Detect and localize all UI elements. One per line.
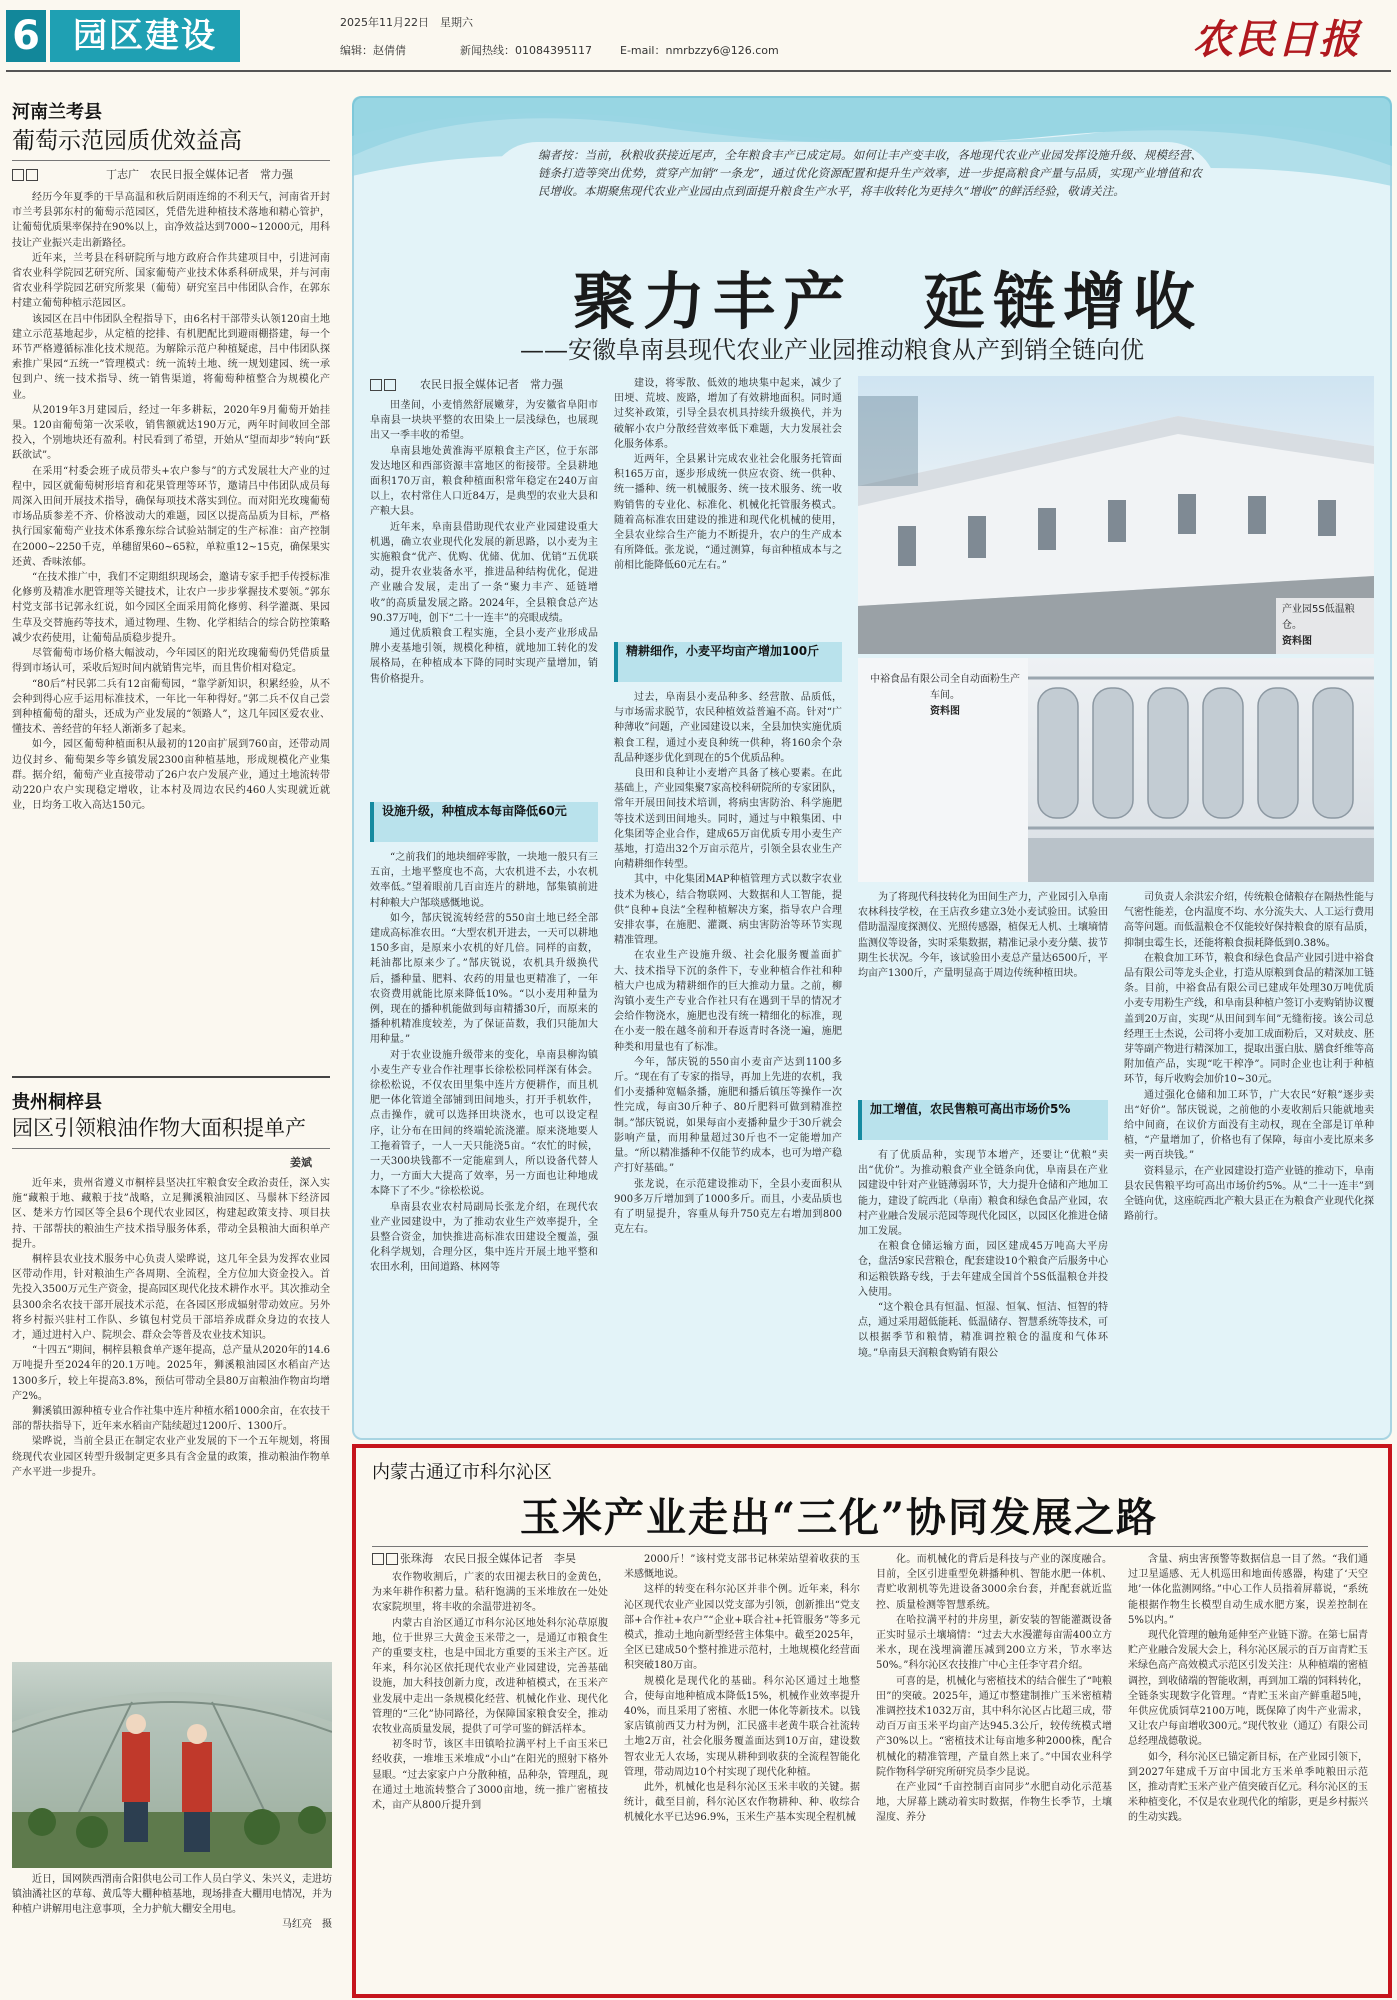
article2-title: 园区引领粮油作物大面积提单产: [12, 1116, 306, 1140]
square-icon: [370, 379, 382, 391]
paragraph: 近年来，阜南县借助现代农业产业园建设重大机遇，确立农业现代化发展的新思路，以小麦为主实施粮食“优产、优购、优储、优加、优销”五优联动，提升农业装备水平，推进品种结构优化，促进产业融合发展，走出了一条“聚力丰产、延链增收”的高质量发展之路。2024年，全县粮食总产达90.37万吨，创下“二十一连丰”的亮眼成绩。: [370, 521, 598, 624]
paragraph: 通过强化仓储和加工环节，广大农民“好粮”逐步卖出“好价”。郜庆锐说，之前他的小麦收割后只能就地卖给中间商，在议价方面没有主动权，现在全部是订单种植，“产量增加了，价格也有了保障，每亩小麦比原来多卖一两百块钱。”: [1124, 1089, 1374, 1162]
contact-email: E-mail：nmrbzzy6@126.com: [620, 44, 779, 57]
paragraph: 近两年，全县累计完成农业社会化服务托管面积165万亩，逐步形成统一供应农资、统一供种、统一播种、统一机械服务、统一技术服务、统一收购销售的专业化、标准化、机械化托管服务模式。随着高标准农田建设的推进和现代化机械的使用，全县农业综合生产能力不断提升，农户的生产成本有所降低。张龙说，“通过测算，每亩种植成本与之前相比能降低60元左右。”: [614, 454, 842, 572]
article2-byline: 姜斌: [290, 1156, 312, 1169]
paragraph: 化。而机械化的背后是科技与产业的深度融合。目前，全区引进重型免耕播种机、智能水肥一体机、青贮收割机等先进设备3000余台套，并配套就近监控、质量检测等智慧系统。: [876, 1554, 1112, 1611]
editor-credit: 编辑：赵倩倩: [340, 44, 406, 57]
square-icon: [12, 169, 24, 181]
paragraph: 资料显示，在产业园建设打造产业链的推动下，阜南县农民售粮平均可高出市场价约5%。从“二十一连丰”到全链向优，这座皖西北产粮大县正在为粮食产业现代化探路前行。: [1124, 1165, 1374, 1223]
paragraph: 张龙说，在示范建设推动下，全县小麦面积从900多万斤增加到了1000多斤。而且，小麦品质也有了明显提升，容重从每升750克左右增加到800克左右。: [614, 1178, 842, 1236]
feature-col4-body: [1124, 890, 1374, 1430]
flour-mill-photo-credit: 资料图: [930, 706, 960, 717]
paragraph: 在粮食加工环节，粮食和绿色食品产业园引进中裕食品有限公司等龙头企业，打造从原粮到食品的精深加工链条。目前，中裕食品有限公司已建成年处理30万吨优质小麦专用粉生产线，和阜南县种植户签订小麦购销协议覆盖到20万亩，实现“从田间到车间”无缝衔接。该公司总经理王士杰说，公司将小麦加工成面粉后，又对麸皮、胚芽等副产物进行精深加工，提取出蛋白肽、膳食纤维等高附加值产品，实现“吃干榨净”。同时企业也让利于种植环节，每斤收购会加价10~30元。: [1124, 952, 1374, 1086]
issue-date: 2025年11月22日 星期六: [340, 16, 473, 29]
article1-byline-text: 丁志广 农民日报全媒体记者 常力强: [106, 168, 293, 181]
paragraph: 如今，园区葡萄种植面积从最初的120亩扩展到760亩，还带动周边仪封乡、葡萄架乡等乡镇发展2300亩种植基地，形成规模化产业集群。据介绍，葡萄产业直接带动了26户农户发展产业，通过土地流转带动220户农户实现稳定增收，让本村及周边农民约460人实现就近就业，日均务工收入高达150元。: [12, 739, 330, 812]
granary-photo-credit: 资料图: [1282, 636, 1312, 647]
paragraph: 狮溪镇田源种植专业合作社集中连片种植水稻1000余亩，在农技干部的帮扶指导下，近年来水稻亩产陆续超过1200斤、1300斤。: [12, 1406, 330, 1433]
paragraph: 在哈拉满平村的井房里，新安装的智能灌溉设备正实时显示土壤墒情：“过去大水漫灌每亩需400立方米水，现在浅埋滴灌压减到200立方米，节水率达50%。”科尔沁区农技推广中心主任李守君介绍。: [876, 1614, 1112, 1672]
paragraph: 良田和良种让小麦增产具备了核心要素。在此基础上，产业园集聚7家高校科研院所的专家团队，常年开展田间技术培训，将病虫害防治、科学施肥等技术送到田间地头。同时，通过与中粮集团、中化集团等企业合作，建成65万亩优质专用小麦生产基地，打造出32个万亩示范片，引领全县农业生产向精耕细作转型。: [614, 768, 842, 871]
greenhouse-caption-text: 近日，国网陕西渭南合阳供电公司工作人员白学义、朱兴义，走进坊镇油潏社区的草莓、黄瓜等大棚种植基地，现场排查大棚用电情况，并为种植户讲解用电注意事项，全力护航大棚安全用电。: [12, 1874, 332, 1915]
feature-subhead-2: 精耕细作，小麦平均亩产增加100斤: [614, 642, 842, 682]
paragraph: 其中，中化集团MAP种植管理方式以数字农业技术为核心，结合物联网、大数据和人工智能，提供“良种+良法”全程种植解决方案，指导农户合理安排农事，在施肥、灌溉、病虫害防治等环节实现精准管理。: [614, 874, 842, 947]
paragraph: 今年，郜庆锐的550亩小麦亩产达到1100多斤。“现在有了专家的指导，再加上先进的农机，我们小麦播种宽幅条播，施肥和播后镇压等操作一次性完成，每亩30斤种子、80斤肥料可做到精准控制。”郜庆锐说，如果每亩小麦播种量少于30斤就会影响产量，而用种量超过30斤也不一定能增加产量。“所以精准播种不仅能节约成本，也可为增产稳产打好基础。”: [614, 1056, 842, 1175]
feature-col1-body: [370, 398, 598, 796]
article1-region: 河南兰考县: [12, 102, 102, 123]
news-hotline: 新闻热线：01084395117: [460, 44, 592, 57]
paragraph: 尽管葡萄市场价格大幅波动，今年园区的阳光玫瑰葡萄仍凭借质量得到市场认可，采收后短时间内就销售完毕，而且售价相对稳定。: [12, 648, 330, 675]
paragraph: 在产业园“千亩控制百亩同步”水肥自动化示范基地，大屏幕上跳动着实时数据，作物生长季节，土壤湿度、养分: [876, 1782, 1112, 1824]
feature-col3-body: [858, 890, 1108, 1096]
paragraph: 梁晔说，当前全县正在制定农业产业发展的下一个五年规划，将围绕现代农业园区转型升级制定更多具有含金量的政策，推动粮油作物单产水平进一步提升。: [12, 1436, 330, 1478]
article2-top-rule: [12, 1076, 330, 1078]
flour-mill-photo-caption: [858, 668, 1032, 724]
square-icon: [384, 379, 396, 391]
paragraph: 为了将现代科技转化为田间生产力，产业园引入阜南农林科技学校，在王店孜乡建立3处小麦试验田。试验田借助温湿度探测仪、光照传感器，植保无人机、土壤墒情监测仪等设备，实时采集数据，精准记录小麦分蘖、拔节期生长状况。今年，该试验田小麦总产量达6500斤，平均亩产1300斤，产量明显高于周边传统种植田块。: [858, 892, 1108, 980]
paragraph: “十四五”期间，桐梓县粮食单产逐年提高，总产量从2020年的14.6万吨提升至2024年的20.1万吨。2025年，狮溪粮油园区水稻亩产达1300多斤，较上年提高3.8%，预估可带动全县80万亩粮油作物亩均增产2%。: [12, 1345, 330, 1402]
greenhouse-photo: [12, 1662, 332, 1868]
feature-col3b-body: [858, 1148, 1108, 1430]
article3-col3-body: [876, 1552, 1112, 1982]
article2-region: 贵州桐梓县: [12, 1092, 102, 1113]
paragraph: 近年来，兰考县在科研院所与地方政府合作共建项目中，引进河南省农业科学院园艺研究所、国家葡萄产业技术体系科研成果，并与河南省农业科学院园艺研究所浆果（葡萄）研究室吕中伟团队合作，在郭东村建立葡萄种植示范园区。: [12, 252, 330, 310]
granary-photo: [858, 376, 1374, 654]
paragraph: 这样的转变在科尔沁区并非个例。近年来，科尔沁区现代农业产业园以党支部为引领，创新推出“党支部+合作社+农户”“企业+联合社+托管服务”等多元模式，推动土地向新型经营主体集中。截至2025年，全区已建成50个整村推进示范村，土地规模化经营面积突破180万亩。: [624, 1584, 860, 1672]
masthead-rule: [6, 70, 1391, 72]
article1-body: [12, 190, 330, 1060]
paragraph: 含量、病虫害预警等数据信息一目了然。“我们通过卫星遥感、无人机巡田和地面传感器，构建了‘天空地’一体化监测网络。”中心工作人员指着屏幕说，“系统能根据作物生长模型自动生成水肥方案，误差控制在5%以内。”: [1128, 1554, 1368, 1626]
paragraph: 阜南县农业农村局副局长张龙介绍，在现代农业产业园建设中，为了推动农业生产效率提升，全县整合资金，加快推进高标准农田建设全覆盖，强化科学规划，合理分区，集中连片开展土地平整和农田水利，田间道路、林网等: [370, 1201, 598, 1274]
paragraph: 该园区在吕中伟团队全程指导下，由6名村干部带头认领120亩土地建立示范基地起步，从定植的挖排、有机肥配比到避雨棚搭建，每一个环节严格遵循标准化技术规范。为解除示范户种植疑虑，吕中伟团队探索推广果园“五统一”管理模式：统一流转土地、统一规划建园、统一承包到户、统一技术指导、统一销售渠道，将葡萄种植整合为规模化产业。: [12, 313, 330, 401]
feature-subtitle: ——安徽阜南县现代农业产业园推动粮食从产到销全链向优: [520, 336, 1144, 364]
paragraph: 在粮食仓储运输方面，园区建成45万吨高大平房仓，盘活9家民营粮仓，配套建设10个粮食产后服务中心和运粮铁路专线，于去年建成全国首个5S低温粮仓并投入使用。: [858, 1241, 1108, 1298]
article1-title: 葡萄示范园质优效益高: [12, 128, 242, 154]
newspaper-logo: 农民日报: [1193, 16, 1361, 63]
feature-col1b-body: [370, 850, 598, 1430]
paragraph: 此外，机械化也是科尔沁区玉米丰收的关键。据统计，截至目前，科尔沁区农作物耕种、种、收综合机械化水平已达96.9%，玉米生产基本实现全程机械: [624, 1782, 860, 1824]
paragraph: 从2019年3月建园后，经过一年多耕耘，2020年9月葡萄开始挂果。120亩葡萄第一次采收，销售额就达190万元，两年时间收回全部投入，个别地块还有盈利。村民看到了希望，开始从“望而却步”转向“跃跃欲试”。: [12, 404, 330, 462]
paragraph: “80后”村民郭二兵有12亩葡萄园，“靠学新知识，积累经验，从不会种到得心应手运用标准技术，一年比一年种得好。”郭二兵不仅自己尝到种植葡萄的甜头，还成为产业发展的“领路人”，这几年园区爱农业、懂技术、善经营的年轻人渐渐多了起来。: [12, 678, 330, 736]
feature-byline: [370, 376, 563, 392]
paragraph: 如今，郜庆锐流转经营的550亩土地已经全部建成高标准农田。“大型农机开进去，一天可以耕地150多亩，是原来小农机的好几倍。同样的亩数，耗油都比原来少了。”郜庆锐说，农机具升级换代后，播种量、肥料、农药的用量也更精准了，一年农资费用就能比原来降低10%。“以小麦用种量为例，现在的播种机能做到每亩精播30斤，而原来的播种机精准度较差，为了保证苗数，我们只能加大用种量。”: [370, 912, 598, 1046]
page-number: 6: [6, 10, 46, 62]
article3-byline: [372, 1550, 576, 1566]
article3-col2-body: [624, 1552, 860, 1982]
article3-col1-body: [372, 1570, 608, 1982]
article3-title: 玉米产业走出“三化”协同发展之路: [520, 1494, 1159, 1541]
paragraph: 如今，科尔沁区已锚定新目标，在产业园引领下，到2027年建成千万亩中国北方玉米单季吨粮田示范区，推动青贮玉米产业产值突破百亿元。科尔沁区的玉米种植变化，不仅是农业现代化的缩影，更是乡村振兴的生动实践。: [1128, 1751, 1368, 1824]
paragraph: 司负责人余洪宏介绍，传统粮仓储粮存在隔热性能与气密性能差，仓内温度不均、水分流失大、人工运行费用高等问题。而低温粮仓不仅能较好保持粮食的原有品质，抑制虫霉生长，还能将粮食损耗降低到0.38%。: [1124, 892, 1374, 949]
article3-rule: [372, 1546, 1368, 1547]
feature-col2-body: [614, 376, 842, 638]
paragraph: “这个粮仓具有恒温、恒湿、恒氧、恒洁、恒智的特点，通过采用超低能耗、低温储存、智慧系统等技术，可以根据季节和粮情，精准调控粮仓的温度和气体环境。”阜南县天润粮食购销有限公: [858, 1302, 1108, 1359]
editor-note: 编者按：当前，秋粮收获接近尾声，全年粮食丰产已成定局。如何让丰产变丰收，各地现代农业产业园发挥设施升级、规模经营、链条打造等突出优势，赏穿产加销“一条龙”，通过优化资源配置和提升生产效率，进一步提高粮食产量与品质，实现产业增值和农民增收。本期聚焦现代农业产业园由点到面提升粮食生产水平，将丰收转化为更持久“增收”的鲜活经验，敬请关注。: [538, 148, 1202, 198]
flour-mill-photo: [858, 658, 1374, 882]
section-tag: 园区建设: [50, 10, 240, 62]
granary-caption-text: 产业园5S低温粮仓。: [1282, 604, 1355, 631]
paragraph: “在技术推广中，我们不定期组织现场会，邀请专家手把手传授标准化修剪及精准水肥管理等关键技术，让农户一步步掌握技术要领。”郭东村党支部书记郭永红说，如今园区全面采用简化修剪、科学灌溉、果园生草及交替施药等技术，通过物理、生物、化学相结合的综合防控策略减少农药使用，让葡萄品质稳步提升。: [12, 572, 330, 644]
paragraph: 经历今年夏季的干旱高温和秋后阴雨连绵的不利天气，河南省开封市兰考县郭东村的葡萄示范园区，凭借先进种植技术落地和精心管护，让葡萄优质果率保持在90%以上，亩净效益达到7000~12000元，用科技让产业振兴走出新路径。: [12, 192, 330, 249]
feature-subhead-1: 设施升级，种植成本每亩降低60元: [370, 802, 598, 842]
paragraph: 在采用“村委会班子成员带头+农户参与”的方式发展壮大产业的过程中，园区就葡萄树形培育和花果管理等环节，邀请吕中伟团队成员每周深入田间开展技术指导，确保每项技术落实到位。而对阳光玫瑰葡萄市场品质参差不齐、价格波动大的难题，园区以提高品质为目标，严格执行国家葡萄产业技术体系豫东综合试验站制定的生产标准：亩产控制在2000~2250千克，单穗留果60~65粒，单粒重12~15克，确保果实还黄、香味浓郁。: [12, 465, 330, 568]
paragraph: 内蒙古自治区通辽市科尔沁区地处科尔沁草原腹地，位于世界三大黄金玉米带之一，是通辽市粮食生产的重要支柱，也是中国北方重要的玉米主产区。近年来，科尔沁区依托现代农业产业园建设，完善基础设施，加大科技创新力度，改进种植模式，在玉米产业发展中走出一条规模化经营、机械化作业、现代化管理的“三化”协同路径，为保障国家粮食安全，推动农牧业高质量发展，提供了可学可鉴的鲜活样本。: [372, 1617, 608, 1736]
article1-byline: [12, 166, 293, 182]
paragraph: 2000斤！”该村党支部书记林荣站望着收获的玉米感慨地说。: [624, 1554, 860, 1581]
article1-rule: [12, 160, 330, 161]
paragraph: 通过优质粮食工程实施，全县小麦产业形成品牌小麦基地引领，规模化种植，就地加工转化的发展格局，在种植成本下降的同时实现产量增加，销售价格提升。: [370, 628, 598, 685]
paragraph: 有了优质品种，实现节本增产，还要让“优粮”卖出“优价”。为推动粮食产业全链条向优，阜南县在产业园建设中针对产业链薄弱环节，大力提升仓储和产地加工能力，建设了皖西北（阜南）粮食和绿色食品产业园，农村产业融合发展示范园等现代化园区，以园区化推进仓储加工发展。: [858, 1150, 1108, 1238]
square-icon: [26, 169, 38, 181]
feature-byline-text: 农民日报全媒体记者 常力强: [420, 378, 563, 391]
paragraph: 规模化是现代化的基础。科尔沁区通过土地整合，使每亩地种植成本降低15%，机械作业效率提升40%，而且采用了密植、水肥一体化等新技术。以钱家店镇前西艾力村为例，汇民盛丰老黄牛联合社流转土地2万亩，社会化服务覆盖面达到10万亩，建设数智农业无人农场，实现从耕种到收获的全流程智能化管理，带动周边10个村实现了现代化种植。: [624, 1675, 860, 1778]
feature-col2b-body: [614, 690, 842, 1430]
paragraph: “之前我们的地块细碎零散，一块地一般只有三五亩，土地平整度也不高，大农机进不去，小农机效率低。”望着眼前几百亩连片的耕地，郜集镇前进村种粮大户郜琰感慨地说。: [370, 852, 598, 909]
greenhouse-photo-art: [12, 1662, 332, 1868]
article2-rule: [12, 1148, 330, 1149]
paragraph: 农作物收割后，广袤的农田褪去秋日的金黄色，为来年耕作积蓄力量。秸秆饱满的玉米堆放在一处处农家院坝里，将丰收的余温带进初冬。: [372, 1572, 608, 1614]
paragraph: 阜南县地处黄淮海平原粮食主产区，位于东部发达地区和西部资源丰富地区的衔接带。全县耕地面积170万亩，粮食种植面积常年稳定在240万亩以上，农村常住人口近84万，是典型的农业大县和产粮大县。: [370, 445, 598, 518]
greenhouse-photo-caption: [12, 1872, 332, 1932]
article3-byline-text: 张珠海 农民日报全媒体记者 李昊: [400, 1552, 576, 1565]
square-icon: [372, 1553, 384, 1565]
feature-title: 聚力丰产 延链增收: [573, 265, 1204, 338]
paragraph: 现代化管理的触角延伸至产业链下游。在第七届青贮产业融合发展大会上，科尔沁区展示的百万亩青贮玉米绿色高产高效模式示范区引发关注：从种植端的密植调控，到收储端的智能收割，再到加工端的饲料转化，全链条实现数字化管理。“青贮玉米亩产鲜重超5吨，年供应优质饲草2100万吨，既保障了肉牛产业需求，又让农户每亩增收300元。”现代牧业（通辽）有限公司总经理战德敬说。: [1128, 1630, 1368, 1748]
paragraph: 建设，将零散、低效的地块集中起来，减少了田埂、荒坡、废路，增加了有效耕地面积。同时通过奖补政策，引导全县农机具持续升级换代，并为破解小农户分散经营效率低下难题，大力发展社会化服务体系。: [614, 378, 842, 450]
article2-body: [12, 1176, 330, 1646]
greenhouse-photo-credit: 马红亮 摄: [282, 1919, 332, 1930]
paragraph: 田垄间，小麦悄然舒展嫩芽，为安徽省阜阳市阜南县一块块平整的农田染上一层浅绿色，也展现出又一季丰收的希望。: [370, 400, 598, 442]
flour-mill-caption-text: 中裕食品有限公司全自动面粉生产车间。: [870, 674, 1020, 701]
paragraph: 初冬时节，该区丰田镇哈拉满平村上千亩玉米已经收获，一堆堆玉米堆成“小山”在阳光的照射下格外显眼。“过去家家户户分散种植，品种杂，管理乱，现在通过土地流转整合了3000亩地，统一推广密植技术，亩产从800斤提升到: [372, 1739, 608, 1812]
granary-photo-caption: [1276, 598, 1374, 654]
paragraph: 过去，阜南县小麦品种多、经营散、品质低，与市场需求脱节，农民种植效益普遍不高。针对“广种薄收”问题，产业园建设以来，全县加快实施优质粮食工程，通过小麦良种统一供种，将160余个杂乱品种逐步优化到现在的5个优质品种。: [614, 692, 842, 764]
article3-region: 内蒙古通辽市科尔沁区: [372, 1462, 552, 1483]
article3-col4-body: [1128, 1552, 1368, 1982]
paragraph: 可喜的是，机械化与密植技术的结合催生了“吨粮田”的突破。2025年，通辽市整建制推广玉米密植精准调控技术1032万亩，其中科尔沁区占比超三成，带动百万亩玉米平均亩产达945.3公斤，较传统模式增产30%以上。“密植技术让每亩地多种2000株，配合机械化的精准管理，产量自然上来了。”中国农业科学院作物科学研究所研究员李少昆说。: [876, 1675, 1112, 1778]
paragraph: 在农业生产设施升级、社会化服务覆盖面扩大、技术指导下沉的条件下，专业种植合作社和种植大户也成为精耕细作的巨大推动力量。之前，柳沟镇小麦生产专业合作社只有在遇到干旱的情况才会给作物浇水，施肥也没有统一精细化的标准，现在小麦一般在越冬前和开春返青时各浇一遍，施肥种类和用量也有了标准。: [614, 950, 842, 1053]
paragraph: 对于农业设施升级带来的变化，阜南县柳沟镇小麦生产专业合作社理事长徐松松同样深有体会。徐松松说，不仅农田里集中连片方便耕作，而且机肥一体化管道全部铺到田间地头，打开手机软件，点击操作，就可以选择田块浇水，也可以设定程序，让分布在田间的终端轮流浇灌。原来浇地要人工拖着管子，一人一天只能浇5亩。“农忙的时候，一天300块钱都不一定能雇到人，所以设备代替人力，一方面大大提高了效率，另一方面也让种地成本降下了不少。”徐松松说。: [370, 1049, 598, 1198]
paragraph: 桐梓县农业技术服务中心负责人梁晔说，这几年全县为发挥农业园区带动作用，针对粮油生产各周期、全流程，全方位加大资金投入。首先投入3500万元生产资金，提高园区现代化技术耕作水平。其次推动全县300余名农技干部开展技术示范，在各园区形成辐射带动效应。另外将乡村振兴驻村工作队、乡镇包村党员干部培养成群众身边的农技人才，通过进村入户、院坝会、群众会等普及农业技术知识。: [12, 1254, 330, 1342]
paragraph: 近年来，贵州省遵义市桐梓县坚决扛牢粮食安全政治责任，深入实施“藏粮于地、藏粮于技”战略，立足狮溪粮油园区、马鬃林下经济园区、楚米方竹园区等全县6个现代农业园区，构建起政策支持、项目扶持、干部帮扶的粮油生产技术指导服务体系，带动全县粮油大面积单产提升。: [12, 1178, 330, 1250]
feature-subhead-3: 加工增值，农民售粮可高出市场价5%: [858, 1100, 1108, 1140]
square-icon: [386, 1553, 398, 1565]
